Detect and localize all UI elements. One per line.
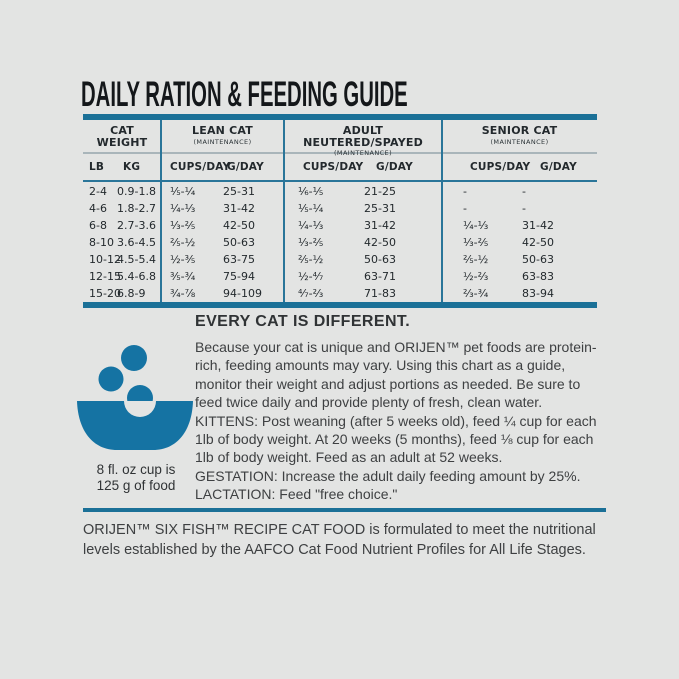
- cup-caption-line2: 125 g of food: [96, 477, 176, 493]
- group-header-lean-cat: [161, 120, 284, 157]
- bowl-with-kibble-icon: [77, 345, 193, 451]
- table-cell: 75-94: [223, 269, 255, 283]
- info-kittens: KITTENS: Post weaning (after 5 weeks old), feed ¼ cup for each 1lb of body weight. At 20 weeks (5 months), feed ⅛ cup for each 1lb of body weight. Feed as an adult at 52 weeks.: [195, 412, 597, 466]
- table-cell: 5.4-6.8: [117, 269, 156, 283]
- table-cell: 4.5-5.4: [117, 252, 156, 266]
- table-cell: 50-63: [522, 252, 554, 266]
- table-cell: ½-⅗: [170, 252, 196, 266]
- table-cell: 31-42: [522, 219, 554, 233]
- group-header-adult-neutered-spayed: [284, 120, 442, 157]
- table-cell: 71-83: [364, 286, 396, 300]
- table-cell: -: [463, 202, 467, 216]
- table-cell: 42-50: [223, 219, 255, 233]
- cup-caption-line1: 8 fl. oz cup is: [96, 462, 176, 477]
- table-cell: ⅗-¾: [170, 269, 196, 283]
- table-cell: 25-31: [223, 185, 255, 199]
- table-cell: ⅓-⅖: [463, 235, 489, 249]
- group-label: CAT WEIGHT: [96, 124, 148, 149]
- group-label: LEAN CAT: [192, 124, 253, 137]
- table-column-divider: [283, 120, 285, 302]
- feeding-table: [83, 114, 597, 308]
- info-lactation: LACTATION: Feed "free choice.": [195, 486, 398, 503]
- table-cell: ⅕-¼: [170, 185, 196, 199]
- table-column-divider: [441, 120, 443, 302]
- table-cell: ⅓-⅖: [170, 219, 196, 233]
- table-cell: 2-4: [89, 185, 107, 199]
- table-cell: ¾-⅞: [170, 286, 196, 300]
- table-cell: 42-50: [522, 235, 554, 249]
- table-column-divider: [160, 120, 162, 302]
- column-header-cups-day: CUPS/DAY: [303, 161, 364, 173]
- table-cell: 4-6: [89, 202, 107, 216]
- group-sublabel: (MAINTENANCE): [334, 149, 392, 157]
- table-bottom-bar: [83, 302, 597, 308]
- table-cell: -: [522, 202, 526, 216]
- column-header-cups-day: CUPS/DAY: [470, 161, 531, 173]
- table-cell: 10-12: [89, 252, 121, 266]
- table-cell: ⅖-½: [298, 252, 324, 266]
- page-title: DAILY RATION & FEEDING GUIDE: [81, 75, 408, 114]
- table-cell: 21-25: [364, 185, 396, 199]
- table-cell: 15-20: [89, 286, 121, 300]
- column-header-g-day: G/DAY: [540, 161, 577, 173]
- table-cell: 31-42: [364, 219, 396, 233]
- table-cell: 2.7-3.6: [117, 219, 156, 233]
- table-cell: ⅖-½: [463, 252, 489, 266]
- table-cell: 50-63: [223, 235, 255, 249]
- table-cell: 42-50: [364, 235, 396, 249]
- aafco-footnote: ORIJEN™ SIX FISH™ RECIPE CAT FOOD is formulated to meet the nutritional levels established by the AAFCO Cat Food Nutrient Profiles for All Life Stages.: [83, 522, 596, 558]
- column-header-g-day: G/DAY: [227, 161, 264, 173]
- table-cell: 31-42: [223, 202, 255, 216]
- table-cell: ⁴⁄₇-⅔: [298, 286, 324, 300]
- table-cell: 12-15: [89, 269, 121, 283]
- table-cell: 94-109: [223, 286, 262, 300]
- table-cell: 6.8-9: [117, 286, 146, 300]
- group-header-senior-cat: [442, 120, 597, 157]
- column-header-lb: LB: [89, 161, 105, 173]
- table-cell: -: [522, 185, 526, 199]
- info-gestation: GESTATION: Increase the adult daily feeding amount by 25%.: [195, 467, 581, 484]
- table-cell: ¼-⅓: [170, 202, 196, 216]
- table-cell: ¼-⅓: [298, 219, 324, 233]
- table-cell: 1.8-2.7: [117, 202, 156, 216]
- group-label: ADULT NEUTERED/SPAYED: [303, 124, 423, 149]
- footnote-divider: [83, 508, 606, 512]
- table-cell: ⅔-¾: [463, 286, 489, 300]
- table-cell: -: [463, 185, 467, 199]
- info-intro: Because your cat is unique and ORIJEN™ pet foods are protein-rich, feeding amounts may vary. Using this chart as a guide, monitor their weight and adjust portions as needed. Be sure to feed twice daily and provide plenty of fresh, clean water.: [195, 339, 597, 411]
- table-cell: ⅓-⅖: [298, 235, 324, 249]
- group-header-cat-weight: [83, 120, 161, 157]
- group-sublabel: (MAINTENANCE): [193, 137, 252, 146]
- table-cell: ⅙-⅕: [298, 185, 324, 199]
- table-cell: 0.9-1.8: [117, 185, 156, 199]
- column-header-cups-day: CUPS/DAY: [170, 161, 231, 173]
- table-cell: 63-83: [522, 269, 554, 283]
- table-cell: 3.6-4.5: [117, 235, 156, 249]
- table-cell: 63-75: [223, 252, 255, 266]
- table-cell: 63-71: [364, 269, 396, 283]
- column-header-kg: KG: [123, 161, 141, 173]
- table-cell: ¼-⅓: [463, 219, 489, 233]
- table-cell: 25-31: [364, 202, 396, 216]
- table-cell: 50-63: [364, 252, 396, 266]
- table-cell: ⅖-½: [170, 235, 196, 249]
- table-cell: ½-⅔: [463, 269, 489, 283]
- group-label: SENIOR CAT: [481, 124, 558, 137]
- group-sublabel: (MAINTENANCE): [490, 137, 549, 146]
- column-header-g-day: G/DAY: [376, 161, 413, 173]
- table-cell: 6-8: [89, 219, 107, 233]
- cup-measure-caption: [74, 462, 198, 493]
- info-heading: EVERY CAT IS DIFFERENT.: [195, 313, 411, 330]
- info-body: [195, 338, 609, 504]
- table-cell: ⅕-¼: [298, 202, 324, 216]
- table-cell: 8-10: [89, 235, 114, 249]
- table-cell: ½-⁴⁄₇: [298, 269, 324, 283]
- table-cell: 83-94: [522, 286, 554, 300]
